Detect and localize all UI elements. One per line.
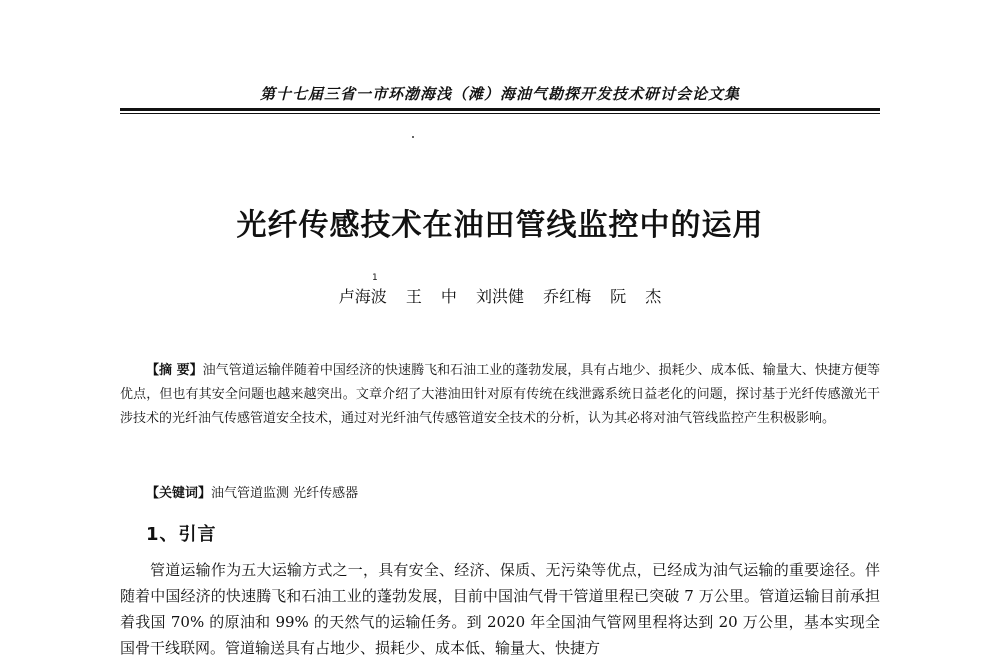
- paper-title: 光纤传感技术在油田管线监控中的运用: [236, 208, 764, 243]
- scan-dot-mark: [412, 136, 414, 138]
- author-superscript: 1: [372, 273, 378, 283]
- keywords-text: 油气管道监测 光纤传感器: [211, 486, 359, 501]
- abstract-label: 【摘 要】: [146, 363, 203, 378]
- running-header: 第十七届三省一市环渤海浅（滩）海油气勘探开发技术研讨会论文集: [259, 85, 740, 103]
- author-list: 卢海波 王 中 刘洪健 乔红梅 阮 杰: [338, 287, 662, 306]
- abstract: [120, 359, 880, 431]
- introduction-paragraph: 管道运输作为五大运输方式之一，具有安全、经济、保质、无污染等优点，已经成为油气运输的重要途径。伴随着中国经济的快速腾飞和石油工业的蓬勃发展，目前中国油气骨干管道里程已突破 7 万公里。管道运输目前承担着我国 70% 的原油和 99% 的天然气的运输任务。到 2020 年全国油气管网里程将达到 20 万公里，基本实现全国骨干线联网。管道输送具有占地少、损耗少、成本低、输量大、快捷方: [120, 561, 880, 657]
- header-rule-thin: [120, 113, 880, 114]
- abstract-text: 油气管道运输伴随着中国经济的快速腾飞和石油工业的蓬勃发展，具有占地少、损耗少、成本低、输量大、快捷方便等优点，但也有其安全问题也越来越突出。文章介绍了大港油田针对原有传统在线泄露系统日益老化的问题，探讨基于光纤传感激光干涉技术的光纤油气传感管道安全技术，通过对光纤油气传感管道安全技术的分析，认为其必将对油气管线监控产生积极影响。: [120, 363, 880, 426]
- keywords: [146, 484, 880, 504]
- header-rule-thick: [120, 108, 880, 111]
- section-heading-introduction: 1、引言: [146, 524, 217, 545]
- keywords-label: 【关键词】: [146, 486, 212, 501]
